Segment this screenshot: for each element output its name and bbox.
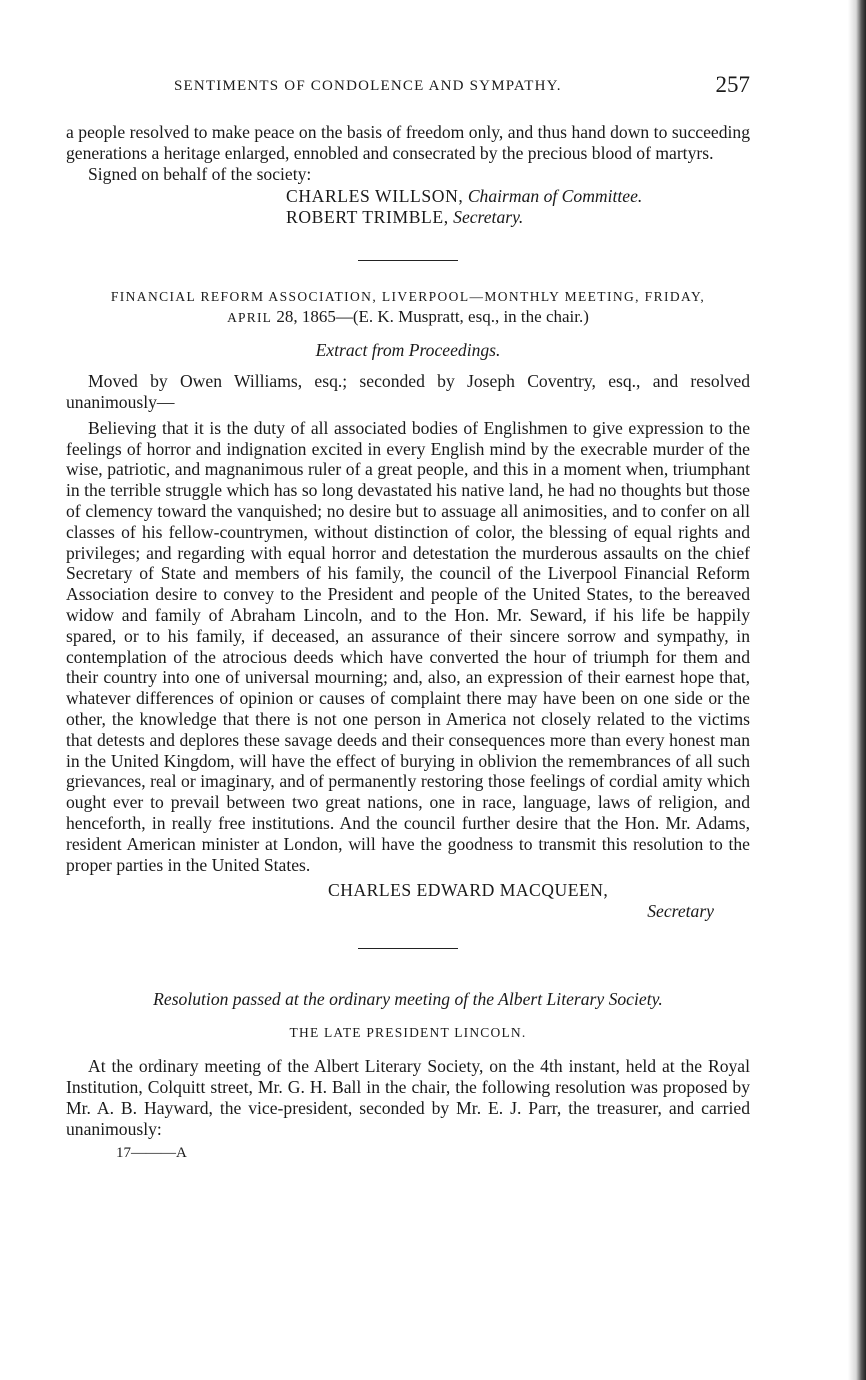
- page-number: 257: [715, 72, 750, 97]
- section-divider: [358, 260, 458, 261]
- signature-name: CHARLES EDWARD MACQUEEN,: [328, 880, 609, 901]
- signature-title: Secretary.: [453, 207, 524, 228]
- signature-trimble: [66, 207, 750, 228]
- albert-society-paragraph: At the ordinary meeting of the Albert Literary Society, on the 4th instant, held at the Royal Institution, Colquitt street, Mr. G. H. Ball in the chair, the following resolution was proposed by Mr. A. B. Hayward, the vice-president, seconded by Mr. E. J. Parr, the treasurer, and carried unanimously:: [66, 1056, 750, 1139]
- signature-name: ROBERT TRIMBLE,: [286, 207, 449, 228]
- meeting-date-rest: 28, 1865—(E. K. Muspratt, esq., in the chair.): [276, 307, 589, 327]
- meeting-date-line: [66, 307, 750, 328]
- signature-title: Chairman of Committee.: [467, 186, 643, 207]
- signature-macqueen: [66, 880, 750, 901]
- extract-title: Extract from Proceedings.: [315, 340, 501, 361]
- resolution-paragraph: Believing that it is the duty of all associated bodies of Englishmen to give expression to the feelings of horror and indignation excited in every English mind by the execrable murder of the wise, patriotic, and magnanimous ruler of a great people, and this in a moment when, triumphant in the terrible struggle which has so long devastated his native land, he had no thoughts but those of clemency toward the vanquished; no desire but to assuage all animosities, and to confer on all classes of his fellow-countrymen, without distinction of color, the blessing of equal rights and privileges; and regarding with equal horror and detestation the murderous assaults on the chief Secretary of State and members of his family, the council of the Liverpool Financial Reform Association desire to convey to the President and people of the United States, to the bereaved widow and family of Abraham Lincoln, and to the Hon. Mr. Seward, if his life be happily spared, or to his family, if deceased, an assurance of their sincere sorrow and sympathy, in contemplation of the atrocious deeds which have converted the hour of triumph for them and their country into one of universal mourning; and, also, an expression of their earnest hope that, whatever differences of opinion or causes of complaint there may have been on one side or the other, the knowledge that there is not one person in America not closely related to the victims that detests and deplores these savage deeds and their consequences more than every honest man in the United Kingdom, will have the effect of burying in oblivion the remembrances of all such grievances, real or imaginary, and of permanently restoring those feelings of cordial amity which ought ever to prevail between two great nations, one in race, language, laws of religion, and henceforth, in really free institutions. And the council further desire that the Hon. Mr. Adams, resident American minister at London, will have the goodness to transmit this resolution to the proper parties in the United States.: [66, 417, 750, 875]
- meeting-heading: FINANCIAL REFORM ASSOCIATION, LIVERPOOL—MONTHLY MEETING, FRIDAY,: [110, 289, 706, 305]
- document-page: [66, 66, 750, 1164]
- page-edge-shadow: [848, 0, 866, 1380]
- signed-line: Signed on behalf of the society:: [88, 163, 312, 184]
- albert-society-subtitle: THE LATE PRESIDENT LINCOLN.: [289, 1025, 527, 1041]
- continuation-paragraph: a people resolved to make peace on the basis of freedom only, and thus hand down to succeeding generations a heritage enlarged, ennobled and consecrated by the precious blood of martyrs.: [66, 122, 750, 163]
- signature-name: CHARLES WILLSON,: [286, 186, 464, 207]
- signature-macqueen-title: [66, 901, 750, 922]
- page-header: [66, 66, 750, 102]
- running-title: SENTIMENTS OF CONDOLENCE AND SYMPATHY.: [174, 78, 562, 94]
- motion-paragraph: Moved by Owen Williams, esq.; seconded by Joseph Coventry, esq., and resolved unanimously—: [66, 371, 750, 412]
- signature-willson: [66, 186, 750, 207]
- signature-title: Secretary: [647, 901, 714, 922]
- meeting-date-month: APRIL: [227, 310, 273, 326]
- albert-society-title: Resolution passed at the ordinary meeting of the Albert Literary Society.: [153, 989, 663, 1010]
- signature-mark: 17———A: [116, 1145, 187, 1162]
- section-divider: [358, 948, 458, 949]
